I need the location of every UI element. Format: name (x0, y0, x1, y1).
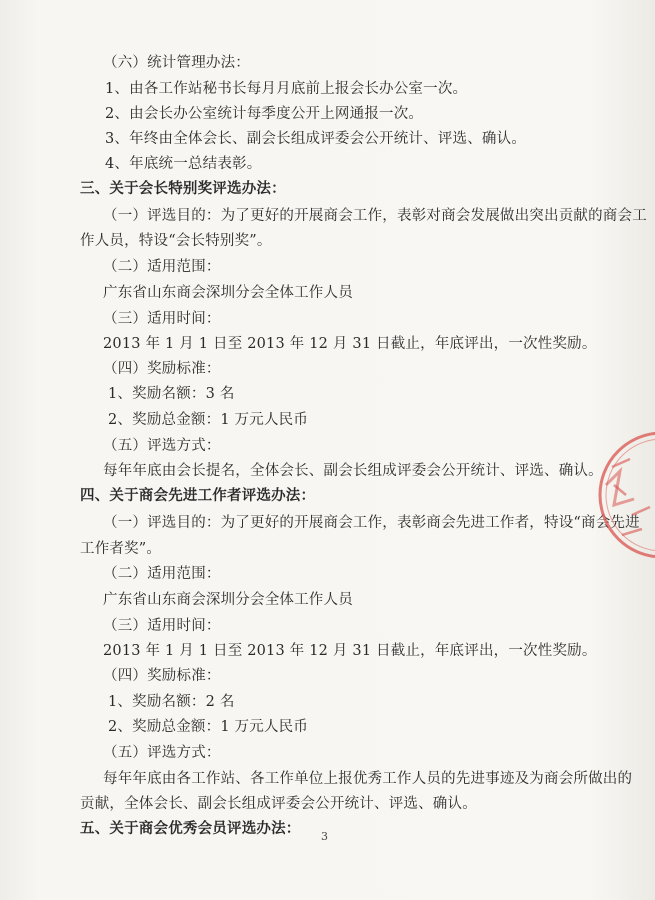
text-line: 2013 年 1 月 1 日至 2013 年 12 月 31 日截止，年底评出，一次性奖励。 (103, 336, 597, 352)
section-heading: 三、关于会长特别奖评选办法： (80, 180, 286, 197)
text-line: （一）评选目的：为了更好的开展商会工作，表彰对商会发展做出突出贡献的商会工 (103, 208, 647, 224)
text-line: 广东省山东商会深圳分会全体工作人员 (103, 285, 353, 301)
red-seal-stamp (592, 425, 655, 565)
text-line: 每年年底由各工作站、各工作单位上报优秀工作人员的先进事迹及为商会所做出的 (103, 771, 633, 787)
text-line: 2、奖励总金额：1 万元人民币 (108, 719, 309, 735)
text-line: 4、年底统一总结表彰。 (105, 156, 262, 172)
text-line: 1、奖励名额：2 名 (108, 694, 235, 710)
text-line: （六）统计管理办法： (103, 55, 250, 71)
text-line: （一）评选目的：为了更好的开展商会工作，表彰商会先进工作者，特设“商会先进 (103, 515, 640, 531)
text-line: （四）奖励标准： (103, 668, 221, 684)
text-line: 2、奖励总金额：1 万元人民币 (108, 412, 309, 428)
page-number: 3 (321, 830, 328, 843)
text-line: （三）适用时间： (103, 618, 221, 634)
text-line: 广东省山东商会深圳分会全体工作人员 (103, 592, 353, 608)
text-line: 3、年终由全体会长、副会长组成评委会公开统计、评选、确认。 (105, 131, 527, 147)
text-line: 1、由各工作站秘书长每月月底前上报会长办公室一次。 (105, 81, 468, 97)
text-line: 作人员，特设“会长特别奖”。 (80, 233, 272, 249)
text-line: （四）奖励标准： (103, 361, 221, 377)
text-line: 工作者奖”。 (80, 541, 162, 557)
text-line: （二）适用范围： (103, 566, 221, 582)
text-line: 每年年底由会长提名，全体会长、副会长组成评委会公开统计、评选、确认。 (103, 463, 603, 479)
text-line: 贡献，全体会长、副会长组成评委会公开统计、评选、确认。 (80, 796, 477, 812)
text-line: 1、奖励名额：3 名 (108, 386, 235, 402)
section-heading: 四、关于商会先进工作者评选办法： (80, 487, 316, 504)
text-line: 2013 年 1 月 1 日至 2013 年 12 月 31 日截止，年底评出，一次性奖励。 (103, 643, 597, 659)
text-line: （二）适用范围： (103, 259, 221, 275)
text-line: （三）适用时间： (103, 311, 221, 327)
section-heading: 五、关于商会优秀会员评选办法： (80, 820, 301, 837)
text-line: 2、由会长办公室统计每季度公开上网通报一次。 (105, 106, 424, 122)
text-line: （五）评选方式： (103, 745, 221, 761)
text-line: （五）评选方式： (103, 438, 221, 454)
